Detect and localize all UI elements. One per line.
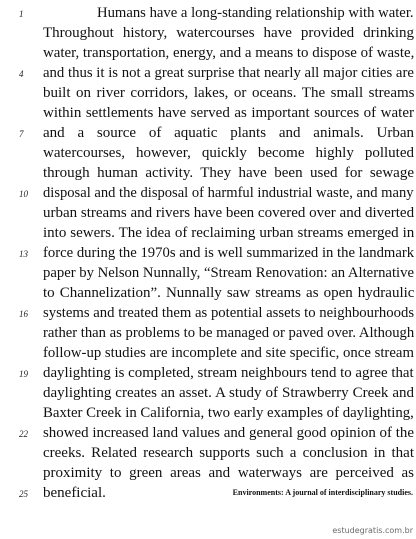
passage-line-text: force during the 1970s and is well summarized in the landmark [43, 245, 415, 261]
line-number: 19 [19, 369, 28, 379]
line-number: 4 [19, 69, 24, 79]
passage-line-text: and a source of aquatic plants and animals. Urban [43, 125, 414, 141]
passage-line-text: to Channelization”. Nunnally saw streams as open hydraulic [43, 285, 415, 301]
line-number: 1 [19, 9, 24, 19]
line-number: 7 [19, 129, 24, 139]
passage-line [0, 403, 416, 423]
passage-line [0, 283, 416, 303]
watermark: estudegratis.com.br [332, 526, 413, 535]
passage-line [0, 103, 416, 123]
line-number: 25 [19, 489, 28, 499]
passage-line [0, 243, 416, 263]
passage-line-text: Baxter Creek in California, two early examples of daylighting, [43, 405, 414, 421]
passage-line-text: daylighting is completed, stream neighbours tend to agree that [43, 365, 414, 381]
passage-line-text: into sewers. The idea of reclaiming urban streams emerged in [43, 225, 415, 241]
passage-line [0, 443, 416, 463]
passage-line-text: proximity to green areas and waterways are perceived as [43, 465, 414, 481]
passage-line-text: disposal and the disposal of harmful industrial waste, and many [43, 185, 414, 201]
passage-line-text: systems and treated them as potential assets to neighbourhoods [43, 305, 415, 321]
passage-line-text: rather than as problems to be managed or paved over. Although [43, 325, 415, 341]
passage-line [0, 183, 416, 203]
passage-line [0, 203, 416, 223]
passage-line [0, 23, 416, 43]
line-number: 22 [19, 429, 28, 439]
passage-line-text: daylighting creates an asset. A study of Strawberry Creek and [43, 385, 415, 401]
passage-line-text: water, transportation, energy, and a means to dispose of waste, [43, 45, 415, 61]
passage-line [0, 3, 416, 23]
passage-line-text: built on river corridors, lakes, or oceans. The small streams [43, 85, 415, 101]
passage-line [0, 83, 416, 103]
line-number: 13 [19, 249, 28, 259]
source-citation: Environments: A journal of interdisciplinary studies. [232, 488, 413, 497]
passage-line [0, 43, 416, 63]
passage-line [0, 63, 416, 83]
passage-line [0, 143, 416, 163]
passage-line-text: follow-up studies are incomplete and site specific, once stream [43, 345, 414, 361]
passage-line-text: paper by Nelson Nunnally, “Stream Renovation: an Alternative [43, 265, 414, 281]
passage-line [0, 123, 416, 143]
passage-line-text: beneficial. [43, 485, 106, 501]
passage-line [0, 263, 416, 283]
passage-line-text: and thus it is not a great surprise that nearly all major cities are [43, 65, 414, 81]
passage-line-text: watercourses, however, quickly become highly polluted [43, 145, 414, 161]
passage-line [0, 463, 416, 483]
line-number: 10 [19, 189, 28, 199]
passage-line [0, 363, 416, 383]
passage-line-text: Humans have a long-standing relationship with water. [97, 5, 414, 21]
passage-line [0, 383, 416, 403]
passage-line-text: through human activity. They have been used for sewage [43, 165, 414, 181]
passage-line [0, 163, 416, 183]
passage-line-text: Throughout history, watercourses have provided drinking [43, 25, 414, 41]
passage-line [0, 343, 416, 363]
passage-line-text: urban streams and rivers have been covered over and diverted [43, 205, 415, 221]
passage-line [0, 423, 416, 443]
line-number: 16 [19, 309, 28, 319]
passage-line [0, 303, 416, 323]
passage-line [0, 323, 416, 343]
passage-line-text: creeks. Related research supports such a conclusion in that [43, 445, 415, 461]
passage-line [0, 223, 416, 243]
passage-line-text: within settlements have served as important sources of water [43, 105, 414, 121]
passage-line-text: showed increased land values and general good opinion of the [43, 425, 414, 441]
